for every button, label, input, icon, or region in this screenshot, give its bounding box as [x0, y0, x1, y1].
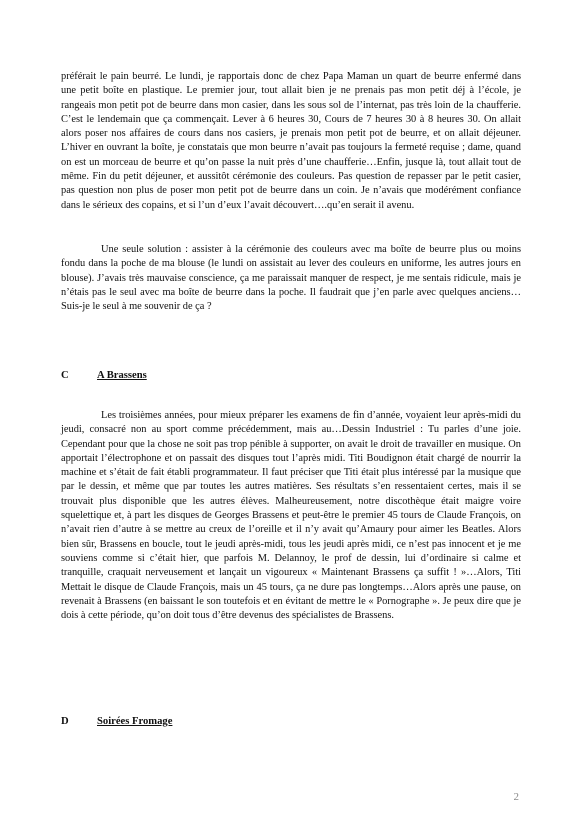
section-letter: C — [61, 370, 69, 381]
page-number: 2 — [513, 791, 519, 803]
section-letter: D — [61, 716, 69, 727]
paragraph-beurre-2: Une seule solution : assister à la cérémonie des couleurs avec ma boîte de beurre plus ou moins fondu dans la poche de ma blouse (le lundi on assistait au lever des couleurs en uniforme, les autres jours en blouse). J’avais très mauvaise conscience, ça me paraissait manquer de respect, je me sentais ridicule, mais je n’étais pas le seul avec ma boîte de beurre dans la poche. Il faudrait que j’en parle avec quelques anciens… Suis-je le seul à me souvenir de ça ? — [61, 244, 521, 313]
paragraph-brassens: Les troisièmes années, pour mieux préparer les examens de fin d’année, voyaient leur après-midi du jeudi, consacré non au sport comme précédemment, mais au…Dessin Industriel : Tu parles d’une joie. Cependant pour que la chose ne soit pas trop pénible à supporter, on avait le droit de travailler en musique. On apportait l’électrophone et on passait des disques tout l’après midi. Titi Boudignon était chargé de nourrir la machine et s’était de fait établi programmateur. Il faut préciser que Titi était plus intéressé par la musique que par le dessin, et même que par toutes les autres matières. Ses résultats s’en ressentaient certes, mais il se trouvait plus disponible que les autres élèves. Malheureusement, notre discothèque était maigre voire squelettique et, à part les disques de Georges Brassens et peut-être le premier 45 tours de Claude François, on n’avait rien d’autre à se mettre au creux de l’oreille et il n’y avait qu’Amaury pour aimer les Beatles. Alors bien sûr, Brassens en boucle, tout le jeudi après-midi, tous les jeudi après midi, ce n’est pas innocent et je me souviens comme si c’était hier, que parfois M. Delannoy, le prof de dessin, lui d’ordinaire si calme et tranquille, craquait nerveusement et lançait un vigoureux « Maintenant Brassens ça suffit ! »…Alors, Titi Mettait le disque de Claude François, mais un 45 tours, ça ne dure pas longtemps…Alors après une pause, on revenait à Brassens (en baissant le son toutefois et en évitant de mettre le « Pornographe ». Je peux dire que je dois à cette période, qu’on doit tous d’être devenus des spécialistes de Brassens. — [61, 410, 521, 622]
section-title: A Brassens — [97, 370, 147, 381]
section-title: Soirées Fromage — [97, 716, 173, 727]
paragraph-beurre-1: préférait le pain beurré. Le lundi, je rapportais donc de chez Papa Maman un quart de beurre enfermé dans une petit boîte en plastique. Le premier jour, tout allait bien je ne prenais pas mon petit déj à l’école, je rangeais mon petit pot de beurre dans mon casier, dans les sous sol de l’internat, pas très loin de la chaufferie. C’est le lendemain que ça commençait. Lever à 6 heures 30, Cours de 7 heures 30 à 8 heures 30. On allait alors poser nos affaires de cours dans nos casiers, je prenais mon petit pot de beurre, et on allait déjeuner. L’hiver en ouvrant la boîte, je constatais que mon beurre n’avait pas toujours la fermeté requise ; dame, quand on est un morceau de beurre et qu’on passe la nuit près d’une chaufferie…Enfin, jusque là, tout allait tout de même. Fin du petit déjeuner, et aussitôt cérémonie des couleurs. Pas question de repasser par le petit casier, pas question non plus de poser mon petit pot de beurre dans un coin. Je n’avais que modérément confiance dans le sérieux des copains, et si l’un d’eux l’avait découvert….qu’en serait il avenu. — [61, 71, 521, 211]
section-heading-d — [61, 716, 172, 727]
section-heading-c — [61, 370, 147, 381]
